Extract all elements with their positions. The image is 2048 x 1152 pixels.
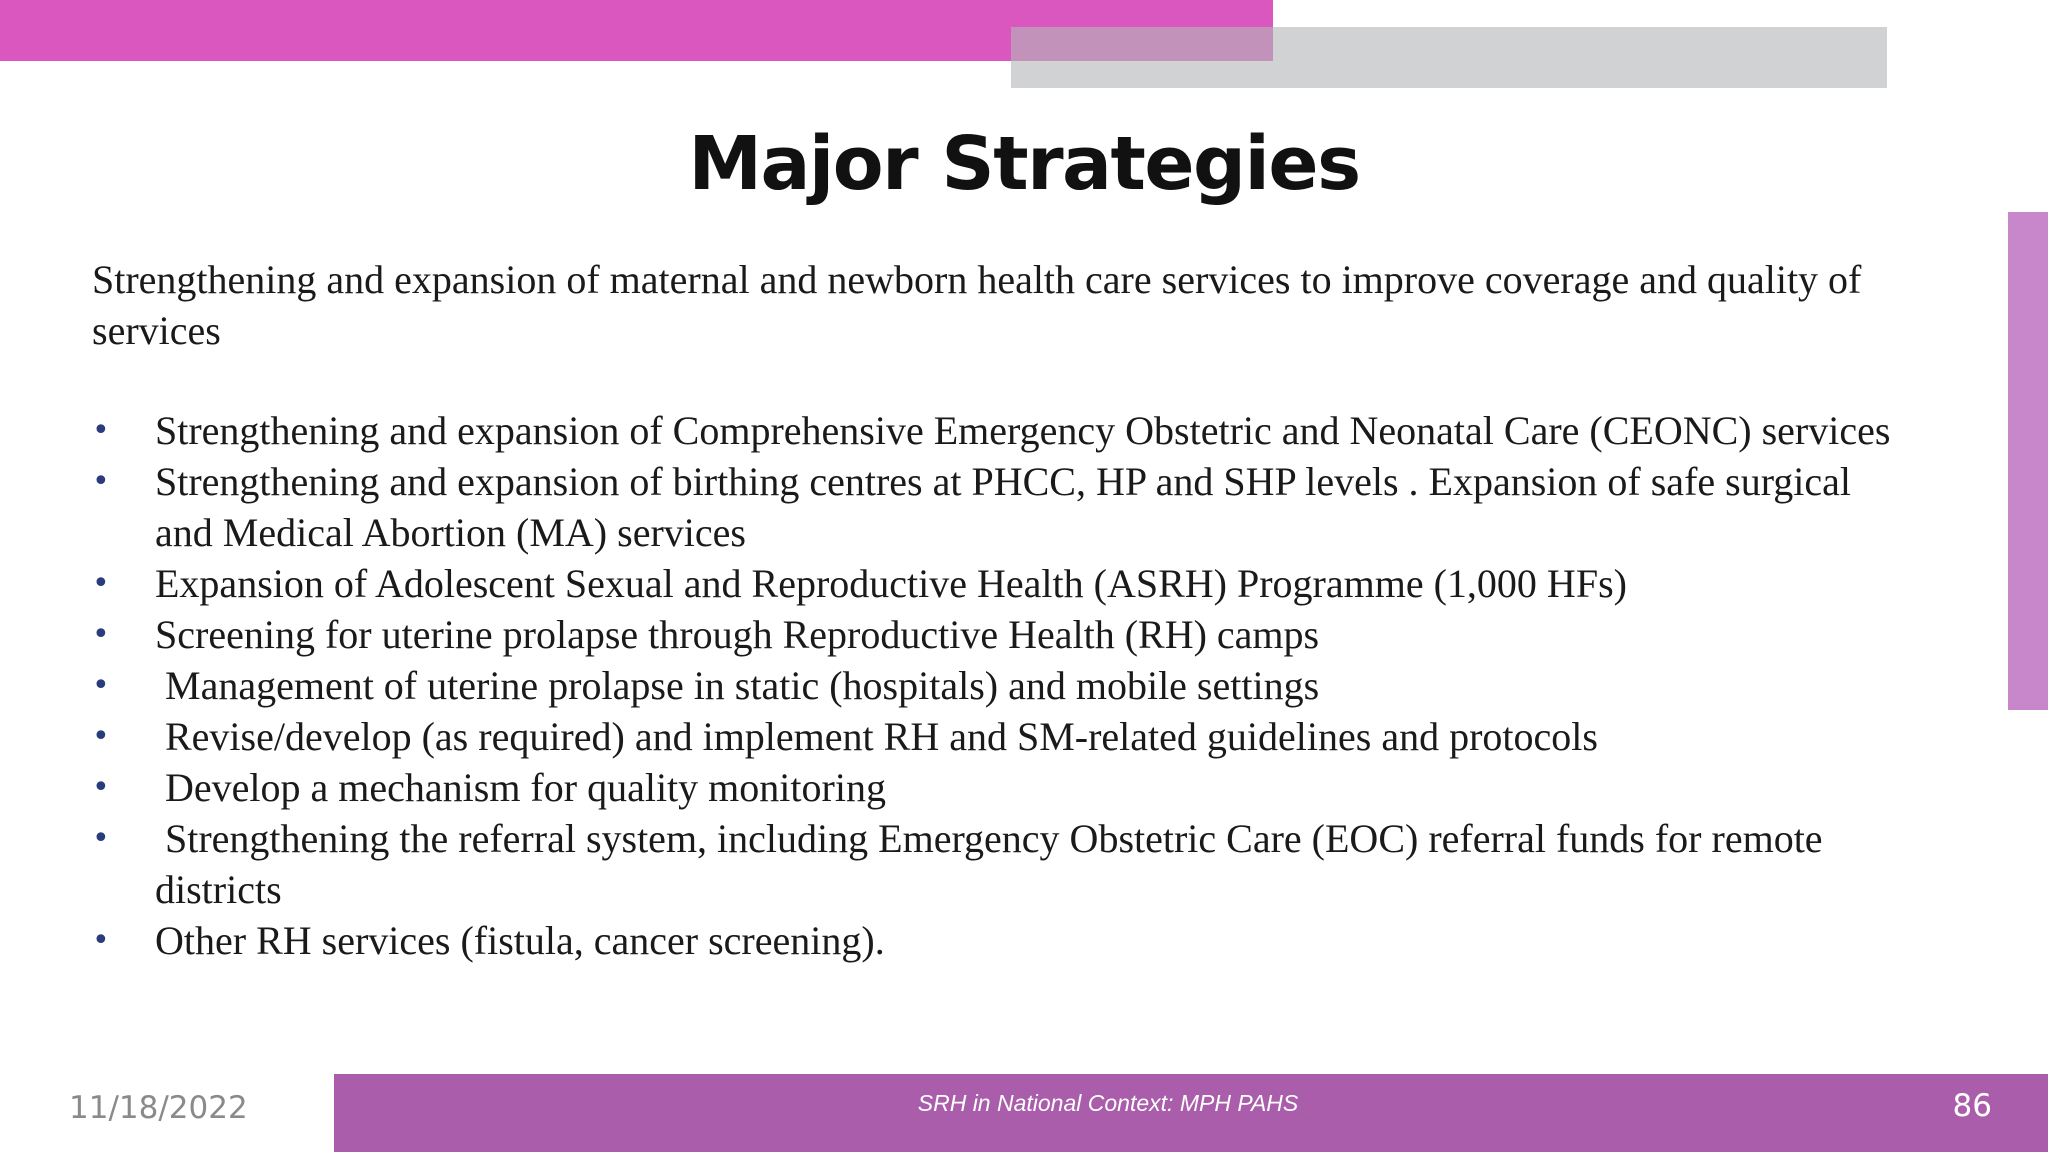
list-item xyxy=(92,813,1912,915)
page-number: 86 xyxy=(1952,1088,1992,1124)
list-item-text: Other RH services (fistula, cancer screening). xyxy=(155,918,885,963)
footer-date: 11/18/2022 xyxy=(69,1090,248,1126)
list-item-text: Strengthening the referral system, including Emergency Obstetric Care (EOC) referral funds for remote districts xyxy=(155,816,1833,912)
list-item-text: Develop a mechanism for quality monitoring xyxy=(155,765,886,810)
list-item xyxy=(92,456,1912,558)
bullet-icon: • xyxy=(92,464,110,499)
list-item xyxy=(92,762,1912,813)
list-item-text: Strengthening and expansion of birthing centres at PHCC, HP and SHP levels . Expansion of safe surgical and Medical Abortion (MA) services xyxy=(155,459,1852,555)
list-item-text: Expansion of Adolescent Sexual and Reproductive Health (ASRH) Programme (1,000 HFs) xyxy=(155,561,1627,606)
list-item-text: Screening for uterine prolapse through Reproductive Health (RH) camps xyxy=(155,612,1320,657)
bullet-icon: • xyxy=(92,413,110,448)
list-item xyxy=(92,711,1912,762)
strategy-list xyxy=(92,405,1912,966)
footer-title: SRH in National Context: MPH PAHS xyxy=(917,1090,1299,1116)
list-item-text: Management of uterine prolapse in static (hospitals) and mobile settings xyxy=(155,663,1320,708)
list-item xyxy=(92,609,1912,660)
list-item-text: Revise/develop (as required) and implement RH and SM-related guidelines and protocols xyxy=(155,714,1598,759)
slide-title: Major Strategies xyxy=(688,121,1360,207)
list-item-text: Strengthening and expansion of Comprehensive Emergency Obstetric and Neonatal Care (CEONC) services xyxy=(155,408,1891,453)
bullet-icon: • xyxy=(92,719,110,754)
bullet-icon: • xyxy=(92,923,110,958)
bullet-icon: • xyxy=(92,566,110,601)
decorative-side-bar xyxy=(2008,212,2048,710)
list-item xyxy=(92,405,1912,456)
decorative-gray-bar xyxy=(1011,27,1887,88)
intro-paragraph: Strengthening and expansion of maternal and newborn health care services to improve coverage and quality of services xyxy=(92,257,1862,353)
list-item xyxy=(92,558,1912,609)
bullet-icon: • xyxy=(92,668,110,703)
bullet-icon: • xyxy=(92,617,110,652)
bullet-icon: • xyxy=(92,821,110,856)
bullet-icon: • xyxy=(92,770,110,805)
list-item xyxy=(92,915,1912,966)
list-item xyxy=(92,660,1912,711)
